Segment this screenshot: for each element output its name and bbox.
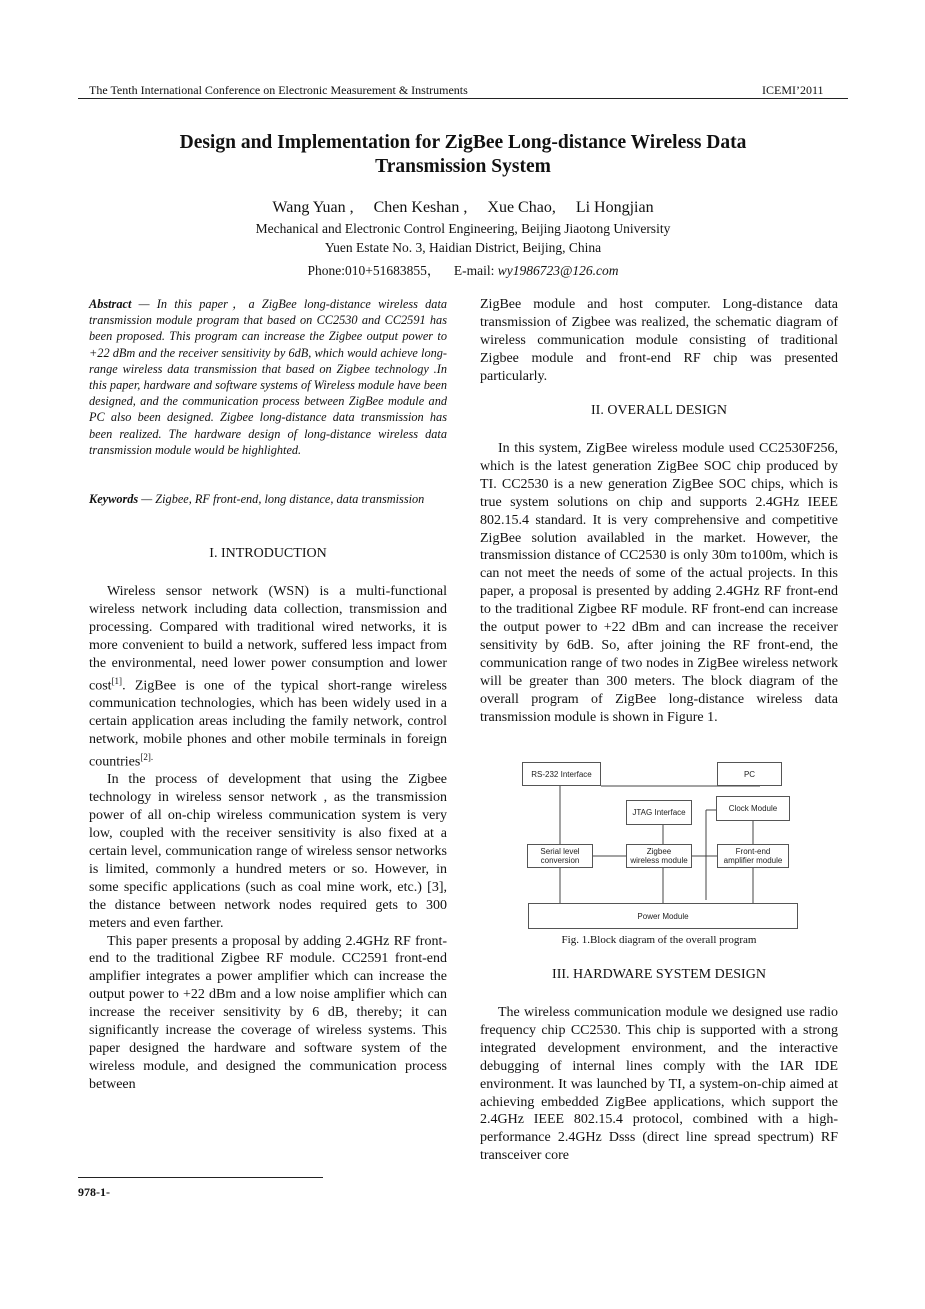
pc-block: PC — [717, 762, 782, 786]
author-list — [100, 199, 826, 217]
running-header-left: The Tenth International Conference on Electronic Measurement & Instruments — [89, 83, 468, 97]
figure-block-diagram — [520, 760, 800, 932]
footer-isbn: 978-1- — [78, 1185, 110, 1199]
contact-line — [100, 259, 826, 279]
abstract-label: Abstract — [89, 297, 132, 311]
email: wy1986723@126.com — [497, 263, 619, 278]
abstract-dash: — — [138, 297, 150, 311]
paragraph — [89, 583, 447, 771]
author-name: Wang Yuan , — [272, 199, 354, 216]
left-column-body — [89, 583, 447, 1094]
keywords-dash: — — [138, 492, 156, 506]
right-column-top — [480, 296, 838, 386]
paragraph: ZigBee module and host computer. Long-distance data transmission of Zigbee was realized, the schematic diagram of wireless communication module consisting of traditional Zigbee module and front-end RF chip was presented particularly. — [480, 297, 838, 384]
header-rule — [78, 98, 848, 99]
phone: Phone:010+51683855， — [307, 263, 441, 278]
paragraph: The wireless communication module we designed use radio frequency chip CC2530. This chip is supported with a strong integrated development environment, and the interactive debugging of internal lines comply with the IAR IDE environment. It was launched by TI, a system-on-chip aimed at achieving embedded ZigBee applications, which support the 2.4GHz IEEE 802.15.4 protocol, combined with a high-performance 2.4GHz Dsss (direct line spread spectrum) RF transceiver core — [480, 1005, 838, 1164]
block-label: Zigbee — [646, 847, 672, 856]
clock-module-block: Clock Module — [716, 796, 790, 821]
address: Yuen Estate No. 3, Haidian District, Beijing, China — [324, 240, 602, 255]
serial-level-conversion-block — [527, 844, 593, 868]
paragraph-text: Wireless sensor network (WSN) is a multi-functional wireless network including data collection, transmission and processing. Compared with traditional wired networks, it is more convenient to build a network, suffered less impact from the environmental, need lower power consumption and lower cost — [89, 584, 447, 694]
paragraph: This paper presents a proposal by adding 2.4GHz RF front-end to the traditional Zigbee RF module. CC2591 front-end amplifier integrates a power amplifier which can increase the output power to +22 dBm and a low noise amplifier which can increase the receiver sensitivity by 6 dB, thereby; it can significantly increase the coverage of wireless systems. This paper designed the hardware and software system of the wireless module, and designed the communication process between — [89, 933, 447, 1092]
jtag-interface-block: JTAG Interface — [626, 800, 692, 825]
abstract-text: In this paper，a ZigBee long-distance wireless data transmission module program that based on CC2530 and CC2591 has been proposed. This program can increase the Zigbee output power to +22 dBm and the receiver sensitivity by 6dB, which would achieve long-range wireless data transmission that based on Zigbee technology .In this paper, hardware and software systems of Wireless module have been designed, and the communication process between ZigBee module and PC also been designed. Zigbee long-distance data transmission has been realized. The hardware design of long-distance wireless data transmission module would be highlighted. — [89, 297, 448, 457]
block-label: Front-end — [735, 847, 771, 856]
running-header-right: ICEMI’2011 — [762, 83, 824, 97]
block-label: Serial level — [540, 847, 580, 856]
right-column-hardware — [480, 1004, 838, 1165]
section-heading-introduction: I. INTRODUCTION — [209, 546, 327, 561]
zigbee-wireless-module-block — [626, 844, 692, 868]
block-label: conversion — [540, 856, 580, 865]
abstract — [89, 296, 447, 458]
paragraph-text: . ZigBee is one of the typical short-range wireless communication technologies, which has been widely used in a certain application areas including the family network, control network, mobile phones and other mobile terminals in foreign countries — [89, 678, 447, 770]
citation: [1] — [111, 675, 123, 686]
paragraph: In the process of development that using the Zigbee technology in wireless sensor network , as the transmission power of all on-chip wireless communication system is very low, coupled with the receiver sensitivity is also fixed at a certain level, communication range of wireless sensor networks is limited, commonly a hundred meters or so. However, in some specific applications (such as coal mine work, etc.) [3], the distance between network nodes required gets to 300 meters and even farther. — [89, 772, 447, 931]
paper-title — [100, 131, 826, 179]
author-name: Li Hongjian — [575, 199, 654, 216]
footnote-rule — [78, 1177, 323, 1178]
affiliation: Mechanical and Electronic Control Engineering, Beijing Jiaotong University — [255, 221, 671, 236]
author-name: Chen Keshan , — [373, 199, 468, 216]
keywords-text: Zigbee, RF front-end, long distance, data transmission — [155, 492, 425, 506]
block-label: amplifier module — [723, 856, 783, 865]
keywords-label: Keywords — [89, 492, 139, 506]
section-heading-hardware: III. HARDWARE SYSTEM DESIGN — [552, 967, 766, 982]
section-heading-overall-design: II. OVERALL DESIGN — [591, 403, 727, 418]
block-label: wireless module — [630, 856, 688, 865]
citation: [2]. — [140, 751, 154, 762]
rs232-interface-block: RS-232 Interface — [522, 762, 601, 786]
author-name: Xue Chao, — [487, 199, 556, 216]
power-module-block: Power Module — [528, 903, 798, 929]
figure-caption: Fig. 1.Block diagram of the overall program — [561, 934, 757, 946]
right-column-overall — [480, 440, 838, 727]
title-line-2: Transmission System — [375, 156, 551, 177]
email-label: E-mail: — [453, 263, 495, 278]
title-line-1: Design and Implementation for ZigBee Long-distance Wireless Data — [179, 132, 747, 153]
paragraph: In this system, ZigBee wireless module used CC2530F256, which is the latest generation ZigBee SOC chip produced by TI. CC2530 is a new generation ZigBee SOC chips, which is true system solutions on chip and supports 2.4GHz IEEE 802.15.4 standard. It is very comprehensive and competitive ZigBee solution availabled in the market. However, the transmission distance of CC2530 is only 30m to100m, which is can not meet the needs of some of the actual projects. In this paper, a proposal is presented by adding 2.4GHz RF front-end to the traditional Zigbee RF module. RF front-end can increase the output power to +22 dBm and can increase the receiver sensitivity by 6dB. So, after joining the RF front-end, the communication range of two nodes in ZigBee wireless network will be greater than 300 meters. The block diagram of the overall program of ZigBee long-distance wireless data transmission module is shown in Figure 1. — [480, 441, 838, 725]
front-end-amplifier-block — [717, 844, 789, 868]
keywords — [89, 491, 447, 507]
